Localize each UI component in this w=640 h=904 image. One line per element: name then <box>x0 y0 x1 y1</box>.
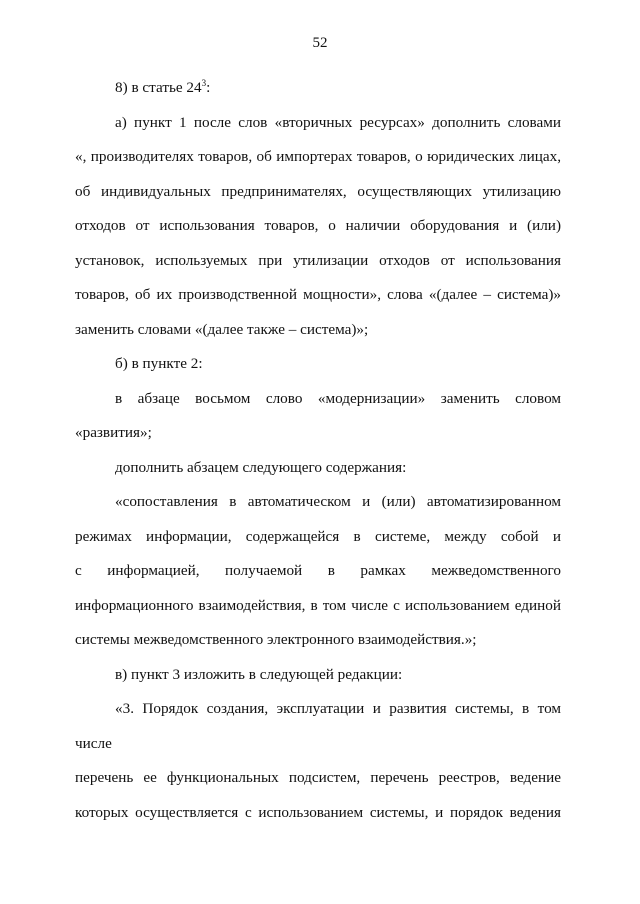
paragraph-quoted-addition <box>75 485 561 658</box>
text-line: в) пункт 3 изложить в следующей редакции: <box>115 665 403 683</box>
text-line: установок, используемых при утилизации отходов от использования <box>75 251 561 269</box>
text-line: информационного взаимодействия, в том числе с использованием единой <box>75 596 561 614</box>
paragraph-article-24-3 <box>75 71 561 106</box>
text-line: товаров, об их производственной мощности», слова «(далее – система)» <box>75 286 561 303</box>
text-line: перечень ее функциональных подсистем, перечень реестров, ведение <box>75 769 561 786</box>
paragraph-paragraph-eight <box>75 382 561 451</box>
page-number: 52 <box>312 35 328 51</box>
text-line: которых осуществляется с использованием системы, и порядок ведения <box>75 803 561 821</box>
paragraph-add-paragraph <box>75 451 561 486</box>
text-line: «, производителях товаров, об импортерах товаров, о юридических лицах, <box>75 148 561 165</box>
text-line: дополнить абзацем следующего содержания: <box>115 458 407 476</box>
text-line: «3. Порядок создания, эксплуатации и развития системы, в том числе <box>75 700 561 752</box>
text-line: отходов от использования товаров, о наличии оборудования и (или) <box>75 217 561 234</box>
text-line: системы межведомственного электронного взаимодействия.»; <box>75 631 477 648</box>
text-line: в абзаце восьмом слово «модернизации» заменить словом <box>115 389 561 407</box>
paragraph-point-2 <box>75 347 561 382</box>
superscript: 3 <box>201 78 207 88</box>
text-line: об индивидуальных предпринимателях, осуществляющих утилизацию <box>75 182 561 200</box>
text-line: б) в пункте 2: <box>115 355 203 372</box>
paragraph-point-1 <box>75 106 561 348</box>
paragraph-point-3 <box>75 658 561 693</box>
text-line: а) пункт 1 после слов «вторичных ресурсах» дополнить словами <box>115 113 561 131</box>
paragraph-quoted-point-3 <box>75 692 561 830</box>
text-line: режимах информации, содержащейся в системе, между собой и <box>75 527 561 545</box>
text-line: «сопоставления в автоматическом и (или) автоматизированном <box>115 493 561 510</box>
text-line: «развития»; <box>75 424 152 441</box>
paragraph-tail: : <box>206 79 211 96</box>
paragraph-text: 8) в статье 24 <box>115 79 202 96</box>
document-body <box>75 71 561 830</box>
text-line: заменить словами «(далее также – система)»; <box>75 320 369 338</box>
text-line: с информацией, получаемой в рамках межведомственного <box>75 562 561 579</box>
